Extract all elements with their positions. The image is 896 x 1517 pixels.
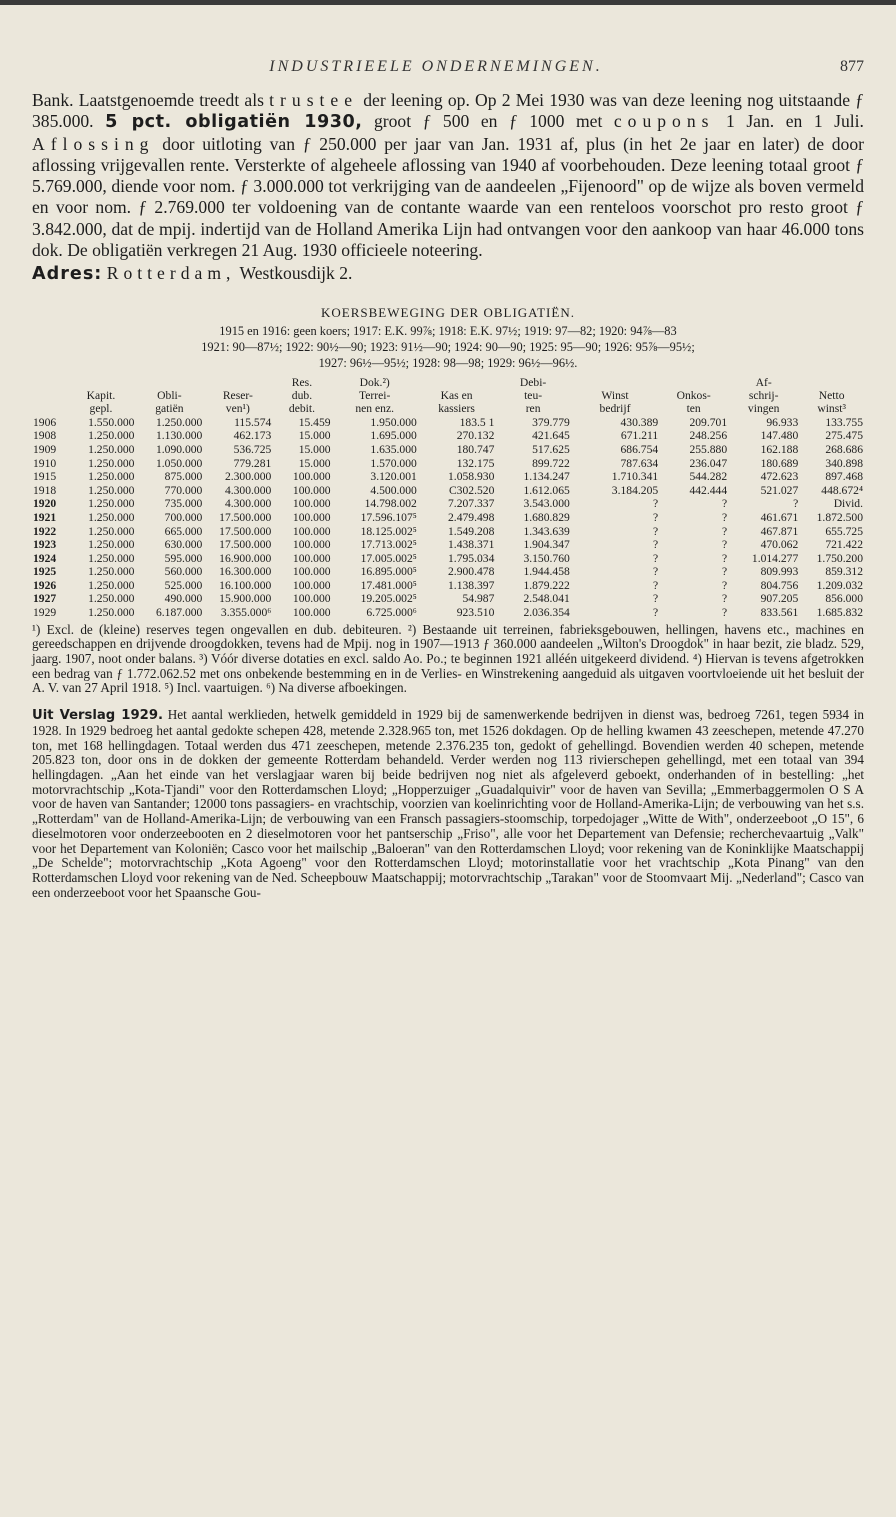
table-cell: ?	[721, 538, 728, 552]
table-cell: 907.205	[760, 592, 799, 606]
row-year: 1906	[33, 415, 57, 429]
intro-text-3: groot ƒ 500 en ƒ 1000 met	[373, 111, 603, 132]
table-cell: 17.500.000	[219, 538, 272, 552]
table-cell: 2.300.000	[224, 470, 272, 484]
table-cell: ?	[653, 497, 659, 511]
table-cell: 779.281	[233, 456, 272, 470]
table-cell: 17.500.000	[219, 524, 272, 538]
table-cell: 6.725.000⁶	[366, 606, 417, 620]
table-cell: 147.480	[760, 429, 799, 443]
table-cell: 1.879.222	[523, 578, 570, 592]
row-year: 1909	[33, 442, 57, 456]
table-cell: 100.000	[292, 483, 331, 497]
table-cell: 671.211	[620, 429, 659, 443]
address-city: Rotterdam,	[106, 263, 236, 284]
row-year: 1908	[33, 429, 57, 443]
table-cell: 236.047	[689, 456, 728, 470]
table-cell: 2.900.478	[448, 565, 495, 579]
table-cell: 1.134.247	[523, 470, 570, 484]
table-cell: 521.027	[760, 483, 799, 497]
table-cell: ?	[721, 565, 728, 579]
report-text: Het aantal werklieden, hetwelk gemiddeld in 1929 bij de samenwerkende bedrijven in dienst was, bedroeg 7261, tegen 5934 in 1928. In 1929 bedroeg het aantal gedokte schepen 428, metende 2.328.965 ton, met 1526 dokdagen. Op de helling kwamen 43 zeeschepen, metende 47.270 ton, met 168 hellingdagen. Totaal werden dus 471 zeeschepen, metende 2.376.235 ton, gedokt of gehellingd. Bovendien werden 40 schepen, metende 205.823 ton, door ons in de dokken der gemeente Rotterdam behandeld. Verder werden nog 113 rivierschepen gehellingd, met een totaal van 394 hellingdagen. „Aan het einde van het verslagjaar waren bij beide bedrijven nog niet als afgeleverd geboekt, onderhanden of in bestelling: „het motorvrachtschip „Kota-Tjandi" voor den Rotterdamschen Lloyd; „Hopperzuiger „Guadalquivir" voor de haven van Sevilla; „Emmerbaggermolen O S A voor de haven van Santander; 12000 tons passagiers- en vrachtschip, voorzien van koelinrichting voor de Holland-Amerika-Lijn; de verbouwing van het s.s. „Rotterdam" van de Holland-Amerika-Lijn; de verbouwing van een Fransch passagiers-stoomschip, torpedojager „Witte de With", onderzeeboot „O 15", 6 dieselmotoren voor onderzeebooten en 2 dieselmotoren voor het pantserschip „Friso", alle voor het Departement van Defensie; recherchevaartuig „Valk" voor het Departement van Koloniën; Casco voor het mailschip „Baloeran" van den Rotterdamschen Lloyd; voor rekening van de Koninklijke Maatschappij „De Schelde"; motorvrachtschip „Kota Agoeng" voor den Rotterdamschen Lloyd; motorinstallatie voor het vrachtschip „Kota Pinang" van den Rotterdamschen Lloyd voor rekening van de Ned. Scheepbouw Maatschappij; motorvrachtschip „Tarakan" voor de Stoomvaart Mij. „Nederland"; Casco van een onderzeeboot voor het Spaansche Gou-	[32, 707, 864, 900]
intro-text-1: Bank. Laatstgenoemde treedt als	[32, 90, 264, 110]
table-cell: 490.000	[164, 592, 203, 606]
table-cell: ?	[653, 510, 659, 524]
table-cell: 1.904.347	[523, 538, 570, 552]
table-cell: ?	[721, 524, 728, 538]
table-cell: 1.050.000	[155, 456, 203, 470]
address-street: Westkousdijk 2.	[239, 263, 353, 284]
table-cell: 54.987	[462, 592, 495, 606]
table-cell: 1.090.000	[155, 442, 203, 456]
table-cell: 1.250.000	[88, 470, 135, 484]
table-cell: 16.900.000	[219, 551, 272, 565]
table-cell: 268.686	[825, 442, 863, 456]
table-header-cell: Af- schrij- vingen	[747, 377, 780, 415]
table-row	[32, 606, 864, 620]
table-cell: 1.250.000	[88, 578, 135, 592]
table-cell: 1.944.458	[523, 565, 570, 579]
annual-report	[32, 708, 864, 900]
table-row	[32, 484, 864, 498]
table-cell: 3.120.001	[370, 470, 417, 484]
table-cell: 430.389	[620, 415, 659, 429]
table-cell: 15.900.000	[219, 592, 272, 606]
table-row	[32, 443, 864, 457]
table-cell: 1.950.000	[370, 415, 417, 429]
table-cell: ?	[721, 578, 728, 592]
table-cell: 100.000	[292, 470, 331, 484]
table-cell: 100.000	[292, 606, 331, 620]
table-header-cell: Dok.²) Terrei- nen enz.	[355, 377, 394, 415]
table-cell: 180.689	[760, 456, 799, 470]
table-row	[32, 416, 864, 430]
table-cell: 442.444	[689, 483, 728, 497]
table-cell: 255.880	[689, 442, 728, 456]
table-cell: 100.000	[292, 551, 331, 565]
table-cell: 18.125.002⁵	[360, 524, 417, 538]
table-cell: 804.756	[760, 578, 799, 592]
trustee-spaced: trustee	[269, 90, 359, 110]
table-cell: 15.000	[298, 429, 331, 443]
table-cell: 100.000	[292, 497, 331, 511]
table-row	[32, 525, 864, 539]
table-cell: 1.695.000	[370, 429, 417, 443]
coupons-spaced: coupons	[613, 111, 715, 132]
table-cell: 1.438.371	[448, 538, 495, 552]
table-cell: 1.250.000	[88, 442, 135, 456]
row-year: 1923	[33, 538, 57, 552]
table-header-cell: Reser- ven¹)	[222, 389, 253, 415]
row-year: 1926	[33, 578, 57, 592]
table-cell: 16.300.000	[219, 565, 272, 579]
table-cell: 655.725	[825, 524, 863, 538]
table-cell: 19.205.002⁵	[360, 592, 417, 606]
table-cell: 1.635.000	[370, 442, 417, 456]
table-cell: 133.755	[825, 415, 863, 429]
table-cell: 1.872.500	[816, 510, 863, 524]
table-row	[32, 565, 864, 579]
document-page	[32, 58, 864, 900]
table-cell: ?	[653, 592, 659, 606]
table-cell: 100.000	[292, 538, 331, 552]
table-cell: 100.000	[292, 524, 331, 538]
table-cell: 595.000	[164, 551, 203, 565]
table-cell: 735.000	[164, 497, 203, 511]
table-cell: 448.672⁴	[821, 483, 863, 497]
table-cell: 100.000	[292, 510, 331, 524]
table-row	[32, 429, 864, 443]
table-cell: 15.000	[298, 456, 331, 470]
row-year: 1924	[33, 551, 57, 565]
table-cell: 379.779	[532, 415, 570, 429]
table-cell: 899.722	[532, 456, 570, 470]
table-cell: 2.479.498	[448, 510, 495, 524]
intro-text-5: door uitloting van ƒ 250.000 per jaar van Jan. 1931 af, plus (in het 2e jaar en later) de door aflossing vrijgevallen rente. Versterkte of algeheele aflossing van 1940 af voorbehouden. Deze leening totaal groot ƒ 5.769.000, diende voor nom. ƒ 3.000.000 tot verkrijging van de aandeelen „Fijenoord" op de wijze als boven vermeld en voor nom. ƒ 2.769.000 ter voldoening van de contante waarde van een renteloos voorschot pro resto groot ƒ 3.842.000, dat de mpij. indertijd van de Holland Amerika Lijn had ontvangen voor den aankoop van haar 46.000 tons dok. De obligatiën verkregen 21 Aug. 1930 officieele noteering.	[32, 133, 865, 261]
table-cell: 14.798.002	[364, 497, 417, 511]
row-year: 1918	[33, 483, 57, 497]
table-cell: 700.000	[164, 510, 203, 524]
table-header-row	[32, 377, 864, 415]
koers-line-1: 1915 en 1916: geen koers; 1917: E.K. 99⅞; 1918: E.K. 97½; 1919: 97—82; 1920: 94⅞—83	[219, 324, 677, 339]
table-header-cell: Obli- gatiën	[155, 389, 184, 415]
table-cell: 1.250.000	[155, 415, 203, 429]
table-cell: 3.355.000⁶	[220, 606, 272, 620]
intro-paragraph	[32, 90, 864, 261]
table-cell: 1.612.065	[523, 483, 570, 497]
table-cell: 1.680.829	[523, 510, 570, 524]
table-cell: 1.750.200	[816, 551, 863, 565]
table-cell: 183.5 1	[459, 415, 495, 429]
table-cell: 1.343.639	[523, 524, 570, 538]
table-cell: 1.138.397	[448, 578, 495, 592]
table-cell: 180.747	[456, 442, 495, 456]
koers-line-3: 1927: 96½—95½; 1928: 98—98; 1929: 96½—96½.	[318, 356, 578, 371]
table-cell: ?	[721, 551, 728, 565]
table-row	[32, 457, 864, 471]
row-year: 1920	[33, 497, 57, 511]
table-cell: 17.596.107⁵	[360, 510, 417, 524]
table-cell: 1.710.341	[611, 470, 659, 484]
table-cell: 517.625	[532, 442, 570, 456]
financial-table	[32, 377, 864, 619]
row-year: 1910	[33, 456, 57, 470]
table-cell: ?	[653, 606, 659, 620]
table-cell: 162.188	[760, 442, 799, 456]
table-cell: 115.574	[234, 415, 272, 429]
table-cell: 132.175	[456, 456, 495, 470]
table-cell: 1.250.000	[88, 565, 135, 579]
address-label: Adres:	[32, 264, 103, 285]
table-cell: 1.014.277	[751, 551, 799, 565]
table-cell: 1.250.000	[88, 551, 135, 565]
table-cell: 1.795.034	[448, 551, 495, 565]
table-cell: 787.634	[620, 456, 659, 470]
table-cell: 100.000	[292, 578, 331, 592]
table-cell: 665.000	[164, 524, 203, 538]
table-cell: 1.250.000	[88, 592, 135, 606]
aflossing-spaced: Aflossing	[32, 133, 155, 154]
table-cell: 1.250.000	[88, 456, 135, 470]
running-title: INDUSTRIEELE ONDERNEMINGEN.	[269, 58, 603, 75]
table-cell: 1.570.000	[370, 456, 417, 470]
table-cell: 470.062	[760, 538, 799, 552]
table-cell: 1.685.832	[816, 606, 863, 620]
table-cell: 1.250.000	[88, 538, 135, 552]
table-cell: 875.000	[164, 470, 203, 484]
table-cell: ?	[653, 578, 659, 592]
table-cell: 340.898	[825, 456, 863, 470]
table-cell: 467.871	[760, 524, 799, 538]
table-cell: 1.250.000	[88, 497, 135, 511]
table-cell: 686.754	[620, 442, 659, 456]
table-cell: 525.000	[164, 578, 203, 592]
table-cell: 17.500.000	[219, 510, 272, 524]
table-cell: 1.058.930	[448, 470, 495, 484]
table-row	[32, 579, 864, 593]
table-header-cell: Winst bedrijf	[599, 389, 631, 415]
table-cell: 248.256	[689, 429, 728, 443]
address-line	[32, 263, 864, 285]
table-row	[32, 592, 864, 606]
table-cell: 4.300.000	[224, 483, 272, 497]
table-cell: ?	[653, 565, 659, 579]
table-header-cell: Kapit. gepl.	[86, 389, 116, 415]
row-year: 1929	[33, 606, 57, 620]
table-header-cell: Res. dub. debit.	[288, 377, 315, 415]
table-row	[32, 497, 864, 511]
table-header-cell: Onkos- ten	[676, 389, 711, 415]
table-cell: 1.550.000	[88, 415, 135, 429]
table-cell: 1.250.000	[88, 429, 135, 443]
report-label: Uit Verslag 1929.	[32, 708, 164, 724]
table-cell: ?	[721, 510, 728, 524]
table-cell: 270.132	[456, 429, 495, 443]
table-header-cell: Debi- teu- ren	[519, 377, 547, 415]
table-cell: ?	[721, 592, 728, 606]
table-body	[32, 416, 864, 620]
table-cell: 462.173	[233, 429, 272, 443]
table-cell: 7.207.337	[448, 497, 495, 511]
table-cell: ?	[721, 606, 728, 620]
table-cell: 17.005.002⁵	[360, 551, 417, 565]
table-cell: ?	[653, 551, 659, 565]
table-cell: 6.187.000	[155, 606, 203, 620]
koers-title: KOERSBEWEGING DER OBLIGATIËN.	[321, 305, 575, 321]
table-cell: 100.000	[292, 592, 331, 606]
table-cell: 1.209.032	[816, 578, 863, 592]
row-year: 1922	[33, 524, 57, 538]
table-cell: 472.623	[760, 470, 799, 484]
table-cell: 859.312	[825, 565, 863, 579]
table-cell: 3.543.000	[523, 497, 570, 511]
intro-text-4: 1 Jan. en 1 Juli.	[726, 111, 864, 132]
table-cell: 275.475	[825, 429, 863, 443]
table-cell: 1.250.000	[88, 483, 135, 497]
row-year: 1915	[33, 470, 57, 484]
intro-text-2: der leening op. Op 2 Mei 1930 was van deze leening nog uitstaande ƒ 385.000.	[32, 90, 864, 132]
table-cell: 770.000	[164, 483, 203, 497]
table-cell: 15.459	[298, 415, 331, 429]
koers-block	[32, 323, 864, 371]
table-cell: Divid.	[833, 497, 863, 511]
table-cell: 1.250.000	[88, 510, 135, 524]
table-cell: 17.713.002⁵	[360, 538, 417, 552]
table-cell: C302.520	[448, 483, 495, 497]
table-cell: 16.100.000	[219, 578, 272, 592]
table-cell: 721.422	[825, 538, 863, 552]
table-cell: 560.000	[164, 565, 203, 579]
table-header-cell: Kas en kassiers	[438, 389, 475, 415]
footnotes: ¹) Excl. de (kleine) reserves tegen ongevallen en dub. debiteuren. ²) Bestaande uit terreinen, fabrieksgebouwen, hellingen, havens etc., machines en gereedschappen en drijvende droogdokken, tevens had de Mpij. nog in 1907—1913 ƒ 360.000 aandeelen „Wilton's Droogdok" in haar bezit, zie bladz. 529, jaarg. 1907, noot onder balans. ³) Vóór diverse dotaties en excl. saldo Ao. Po.; te beginnen 1921 alléén uitgekeerd dividend. ⁴) Hiervan is tevens afgetrokken een bedrag van ƒ 1.772.062.52 met ons onbekende bestemming en in de Verlies- en Winstrekening aangeduid als uitgaven voortvloeiende uit het besluit der A. V. van 27 April 1918. ⁵) Incl. vaartuigen. ⁶) Na diverse afboekingen.	[32, 621, 864, 696]
table-cell: 96.933	[766, 415, 799, 429]
table-cell: 15.000	[298, 442, 331, 456]
table-cell: 923.510	[456, 606, 495, 620]
table-cell: 1.130.000	[155, 429, 203, 443]
table-cell: 897.468	[825, 470, 863, 484]
koers-line-2: 1921: 90—87½; 1922: 90½—90; 1923: 91½—90; 1924: 90—90; 1925: 95—90; 1926: 95⅞—95½;	[201, 340, 695, 355]
table-cell: 100.000	[292, 565, 331, 579]
page-number: 877	[840, 58, 864, 75]
table-cell: 16.895.000⁵	[360, 565, 417, 579]
table-cell: 3.150.760	[523, 551, 570, 565]
table-cell: 461.671	[760, 510, 799, 524]
table-cell: 1.250.000	[88, 524, 135, 538]
table-cell: 809.993	[760, 565, 799, 579]
row-year: 1921	[33, 510, 57, 524]
table-cell: 1.549.208	[448, 524, 495, 538]
table-cell: ?	[721, 497, 728, 511]
table-row	[32, 511, 864, 525]
table-cell: ?	[793, 497, 799, 511]
table-cell: 536.725	[233, 442, 272, 456]
table-cell: 4.500.000	[370, 483, 417, 497]
table-cell: 209.701	[689, 415, 728, 429]
table-cell: 630.000	[164, 538, 203, 552]
table-cell: 833.561	[760, 606, 799, 620]
bond-heading: 5 pct. obligatiën 1930,	[105, 112, 363, 133]
table-header-cell	[32, 377, 66, 415]
table-row	[32, 470, 864, 484]
table-cell: 3.184.205	[611, 483, 659, 497]
row-year: 1925	[33, 565, 57, 579]
table-cell: 17.481.000⁵	[360, 578, 417, 592]
row-year: 1927	[33, 592, 57, 606]
table-cell: 421.645	[532, 429, 570, 443]
table-cell: 2.036.354	[523, 606, 570, 620]
table-row	[32, 552, 864, 566]
table-header-cell: Netto winst³	[817, 389, 846, 415]
table-cell: 856.000	[825, 592, 863, 606]
table-row	[32, 538, 864, 552]
table-cell: 1.250.000	[88, 606, 135, 620]
table-cell: 544.282	[689, 470, 728, 484]
table-cell: ?	[653, 524, 659, 538]
running-header	[32, 58, 864, 84]
scan-top-edge	[0, 0, 896, 5]
table-cell: 2.548.041	[523, 592, 570, 606]
table-cell: ?	[653, 538, 659, 552]
table-cell: 4.300.000	[224, 497, 272, 511]
